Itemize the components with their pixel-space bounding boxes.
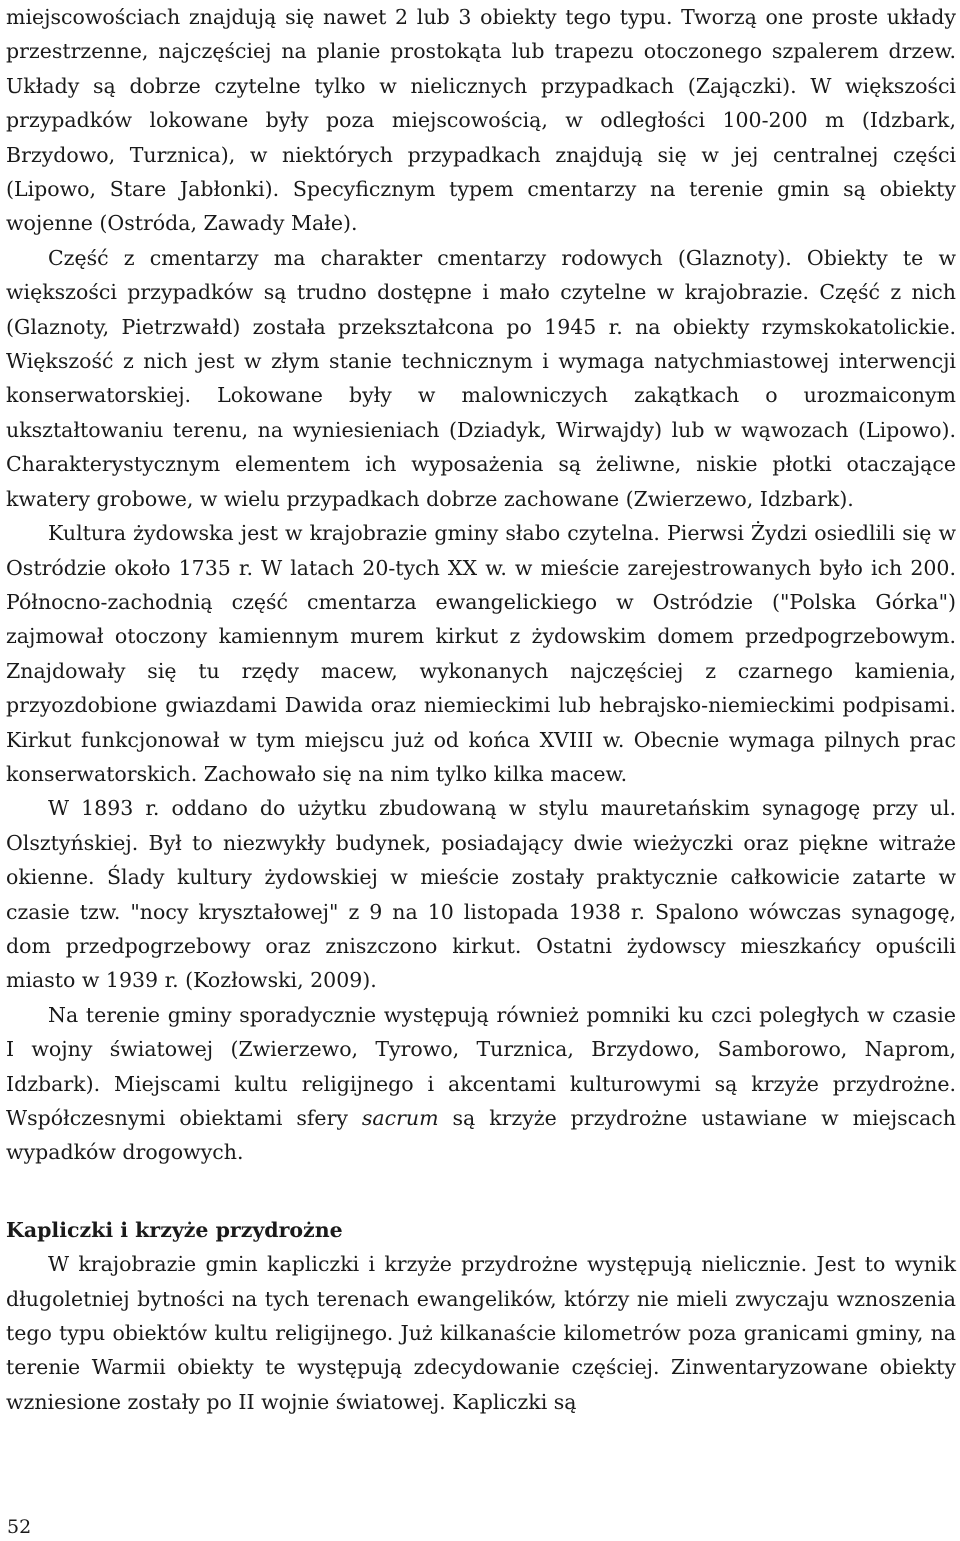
- paragraph-synagogue: W 1893 r. oddano do użytku zbudowaną w stylu mauretańskim synagogę przy ul. Olsztyńskiej. Był to niezwykły budynek, posiadający dwie wieżyczki oraz piękne witraże okienne. Ślady kultury żydowskiej w mieście zostały praktycznie całkowicie zatarte w czasie tzw. "nocy kryształowej" z 9 na 10 listopada 1938 r. Spalono wówczas synagogę, dom przedpogrzebowy oraz zniszczono kirkut. Ostatni żydowscy mieszkańcy opuścili miasto w 1939 r. (Kozłowski, 2009).: [6, 796, 956, 993]
- paragraph-monuments-text-end: są krzyże przydrożne ustawiane w miejscach wypadków drogowych.: [6, 1106, 956, 1165]
- paragraph-chapels: W krajobrazie gmin kapliczki i krzyże przydrożne występują nielicznie. Jest to wynik długoletniej bytności na tych terenach ewangelików, którzy nie mieli zwyczaju wznoszenia tego typu obiektów kultu religijnego. Już kilkanaście kilometrów poza granicami gminy, na terenie Warmii obiekty te występują zdecydowanie częściej. Zinwentaryzowane obiekty wzniesione zostały po II wojnie światowej. Kapliczki są: [6, 1252, 956, 1414]
- paragraph-cemeteries-layout: miejscowościach znajdują się nawet 2 lub 3 obiekty tego typu. Tworzą one proste układy przestrzenne, najczęściej na planie prostokąta lub trapezu otoczonego szpalerem drzew. Układy są dobrze czytelne tylko w nielicznych przypadkach (Zajączki). W większości przypadków lokowane były poza miejscowością, w odległości 100-200 m (Idzbark, Brzydowo, Turznica), w niektórych przypadkach znajdują się w jej centralnej części (Lipowo, Stare Jabłonki). Specyficznym typem cmentarzy na terenie gmin są obiekty wojenne (Ostróda, Zawady Małe).: [6, 5, 956, 236]
- paragraph-monuments: [6, 998, 956, 1170]
- section-heading: Kapliczki i krzyże przydrożne: [6, 1217, 343, 1242]
- paragraph-monuments-text-start: Na terenie gminy sporadycznie występują również pomniki ku czci poległych w czasie I wojny światowej (Zwierzewo, Tyrowo, Turznica, Brzydowo, Samborowo, Naprom, Idzbark). Miejscami kultu religijnego i akcentami kulturowymi są krzyże przydrożne. Współczesnymi obiektami sfery: [6, 1002, 956, 1130]
- paragraph-jewish-culture: Kultura żydowska jest w krajobrazie gminy słabo czytelna. Pierwsi Żydzi osiedlili się w Ostródzie około 1735 r. W latach 20-tych XX w. w mieście zarejestrowanych było ich 200. Północno-zachodnią część cmentarza ewangelickiego w Ostródzie ("Polska Górka") zajmował otoczony kamiennym murem kirkut z żydowskim domem przedpogrzebowym. Znajdowały się tu rzędy macew, wykonanych najczęściej z czarnego kamienia, przyozdobione gwiazdami Dawida oraz niemieckimi lub hebrajsko-niemieckimi podpisami. Kirkut funkcjonował w tym miejscu już od końca XVIII w. Obecnie wymaga pilnych prac konserwatorskich. Zachowało się na nim tylko kilka macew.: [6, 521, 956, 786]
- page-number: 52: [7, 1516, 32, 1538]
- paragraph-monuments-italic-term: sacrum: [361, 1106, 439, 1130]
- paragraph-family-cemeteries: Część z cmentarzy ma charakter cmentarzy rodowych (Glaznoty). Obiekty te w większości przypadków są trudno dostępne i mało czytelne w krajobrazie. Część z nich (Glaznoty, Pietrzwałd) została przekształcona po 1945 r. na obiekty rzymskokatolickie. Większość z nich jest w złym stanie technicznym i wymaga natychmiastowej interwencji konserwatorskiej. Lokowane były w malowniczych zakątkach o urozmaiconym ukształtowaniu terenu, na wyniesieniach (Dziadyk, Wirwajdy) lub w wąwozach (Lipowo). Charakterystycznym elementem ich wyposażenia są żeliwne, niskie płotki otaczające kwatery grobowe, w wielu przypadkach dobrze zachowane (Zwierzewo, Idzbark).: [6, 245, 956, 511]
- page-body: [6, 0, 956, 1419]
